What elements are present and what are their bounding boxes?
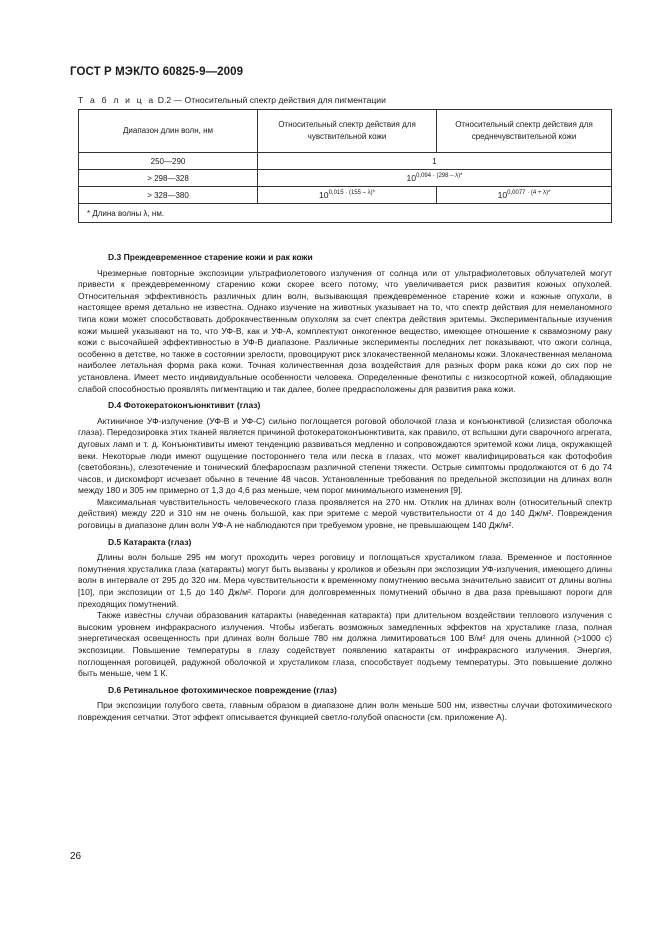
table-caption-text: D.2 — Относительный спектр действия для пигментации [155,95,386,105]
paragraph: Максимальная чувствительность человеческого глаза проявляется на 270 нм. Отклик на длинах волн (относительный спектр действия) между 220 и 310 нм не очень большой, как при эритеме с мерой чувствительности от 4 до 140 Дж/м². Повреждения роговицы в диапазоне длин волн УФ-А не наблюдаются при требуемом уровне, не превышающем 140 Дж/м². [78,496,612,531]
paragraph: Также известны случаи образования катаракты (наведенная катаракта) при длительном воздействии теплового излучения с высоким уровнем инфракрасного излучения. Чтобы избегать возможных замедленных эффектов на хрусталике глаза, полная энергетическая освещенность при длинах волн больше 780 нм должна лимитироваться 100 В/м² для очень длинной (>1000 с) экспозиции. Повышение температуры в глазу содействует появлению катаракты от инфракрасного излучения. Энергия, поглощенная роговицей, радужной оболочкой и хрусталиком глаза, способствует подъему температуры. Это повышение должно быть меньше, чем 1 К. [78,610,612,679]
range-cell: > 328—380 [79,187,258,204]
value-cell: 1 [258,153,612,170]
range-cell: > 298—328 [79,170,258,187]
table-row [79,170,612,187]
section-heading: D.5 Катаракта (глаз) [108,536,192,547]
page-number: 26 [70,851,82,862]
table-header-row [79,110,612,153]
paragraph: Длины волн больше 295 нм могут проходить через роговицу и поглощаться хрусталиком глаза. Временное и постоянное помутнения хрусталика глаза (катаракты) могут быть вызваны у кроликов и обезьян при экспозиции УФ-излучения, имеющего длины волн в интервале от 295 до 320 нм. Мера чувствительности к временному помутнению весьма значительно зависит от длины волны [10], при экспозиции от 1,5 до 140 Дж/м². Пороги для долговременных помутнений обычно в два раза превышают пороги для преходящих помутнений. [78,552,612,609]
paragraph: Чрезмерные повторные экспозиции ультрафиолетового излучения от солнца или от ультрафиолетовых облучателей могут привести к преждевременному старению кожи скорее всего потому, что увеличивается риск развития кожных опухолей. Относительная эффективность различных длин волн, вызывающая преждевременное старение кожи и кожные опухоли, в настоящее время детально не известна. Однако изучение на животных указывает на то, что спектр действия для немеланомного типа кожи может способствовать доброкачественным опухолям за счет спектра действия эритемы. Экспериментальные изучения кожи мышей указывают на то, что УФ-В, как и УФ-А, комплектуют онкогенное вещество, имеющее отношение к сквамозному раку кожи с высочайшей эффективностью в УФ-В диапазоне. Различные эксперименты последних лет показывают, что ожоги солнца, особенно в детстве, но также в состоянии зрелости, провоцируют риск злокачественной меланомы кожи. Злокачественная меланома наиболее летальная форма рака кожи. Точная количественная доза воздействия для разных форм рака кожи до сих пор не установлена. Имеет место индивидуальные особенности человека. Определенные фенотипы с низкосортной кожей, обладающие слабой способностью проявлять пигментацию и так далее, более предрасположены для развития рака кожи. [78,267,612,394]
formula-cell-sensitive [258,187,437,204]
formula-cell-medium [437,187,612,204]
col-header-medium: Относительный спектр действия для среднечувствительной кожи [437,110,612,153]
table-row [79,153,612,170]
table-caption-prefix: Т а б л и ц а [78,95,156,105]
range-cell: 250—290 [79,153,258,170]
col-header-range: Диапазон длин волн, нм [79,110,258,153]
formula-base: 10 [319,190,329,200]
document-header: ГОСТ Р МЭК/ТО 60825-9—2009 [70,66,244,78]
table-row [79,187,612,204]
formula-exponent: 0,0077 · (4 + λ)* [507,190,551,196]
formula-base: 10 [406,173,417,183]
formula-base: 10 [497,190,508,200]
formula-cell [258,170,612,187]
table-note-row [79,204,612,223]
section-heading: D.6 Ретинальное фотохимическое повреждение (глаз) [108,684,337,695]
table-footnote: * Длина волны λ, нм. [79,204,612,223]
section-heading: D.4 Фотокератоконъюнктивит (глаз) [108,400,261,411]
document-body [78,252,612,724]
action-spectrum-table [78,109,612,223]
paragraph: Актиничное УФ-излучение (УФ-В и УФ-С) сильно поглощается роговой оболочкой глаза и конъюнктивой (слизистая оболочка глаза). Передозировка этих тканей является причиной фотокератоконъюнктивита, как правило, от вспышки дуги сварочного агрегата, дуговых ламп и т. д. Конъюнктивиты имеют тенденцию развиваться медленно и сопровождаются эритемой кожи лица, окружающей веки. Некоторые люди имеют ощущение постороннего тела или песка в глазах, что может квалифицироваться как фотофобия (светобоязнь), слезотечение и тонический блефароспазм различной степени тяжести. Острые симптомы продолжаются от 6 до 74 часов, и дискомфорт исчезает обычно в течение 48 часов. Установленные требования по предельной экспозиции на длинах волн между 180 и 305 нм примерно от 1,3 до 4,6 раз меньше, чем порог минимального изменения [9]. [78,415,613,496]
paragraph: При экспозиции голубого света, главным образом в диапазоне длин волн меньше 500 нм, известны случаи фотохимического повреждения сетчатки. Этот эффект описывается функцией светло-голубой опасности (см. приложение А). [78,700,612,722]
col-header-sensitive: Относительный спектр действия для чувствительной кожи [258,110,437,153]
formula-exponent: 0,094 · (298 – λ)* [416,173,463,179]
table-caption [78,95,386,105]
section-heading: D.3 Преждевременное старение кожи и рак кожи [108,252,313,262]
formula-exponent: 0,015 · (155 – λ)* [328,190,375,196]
